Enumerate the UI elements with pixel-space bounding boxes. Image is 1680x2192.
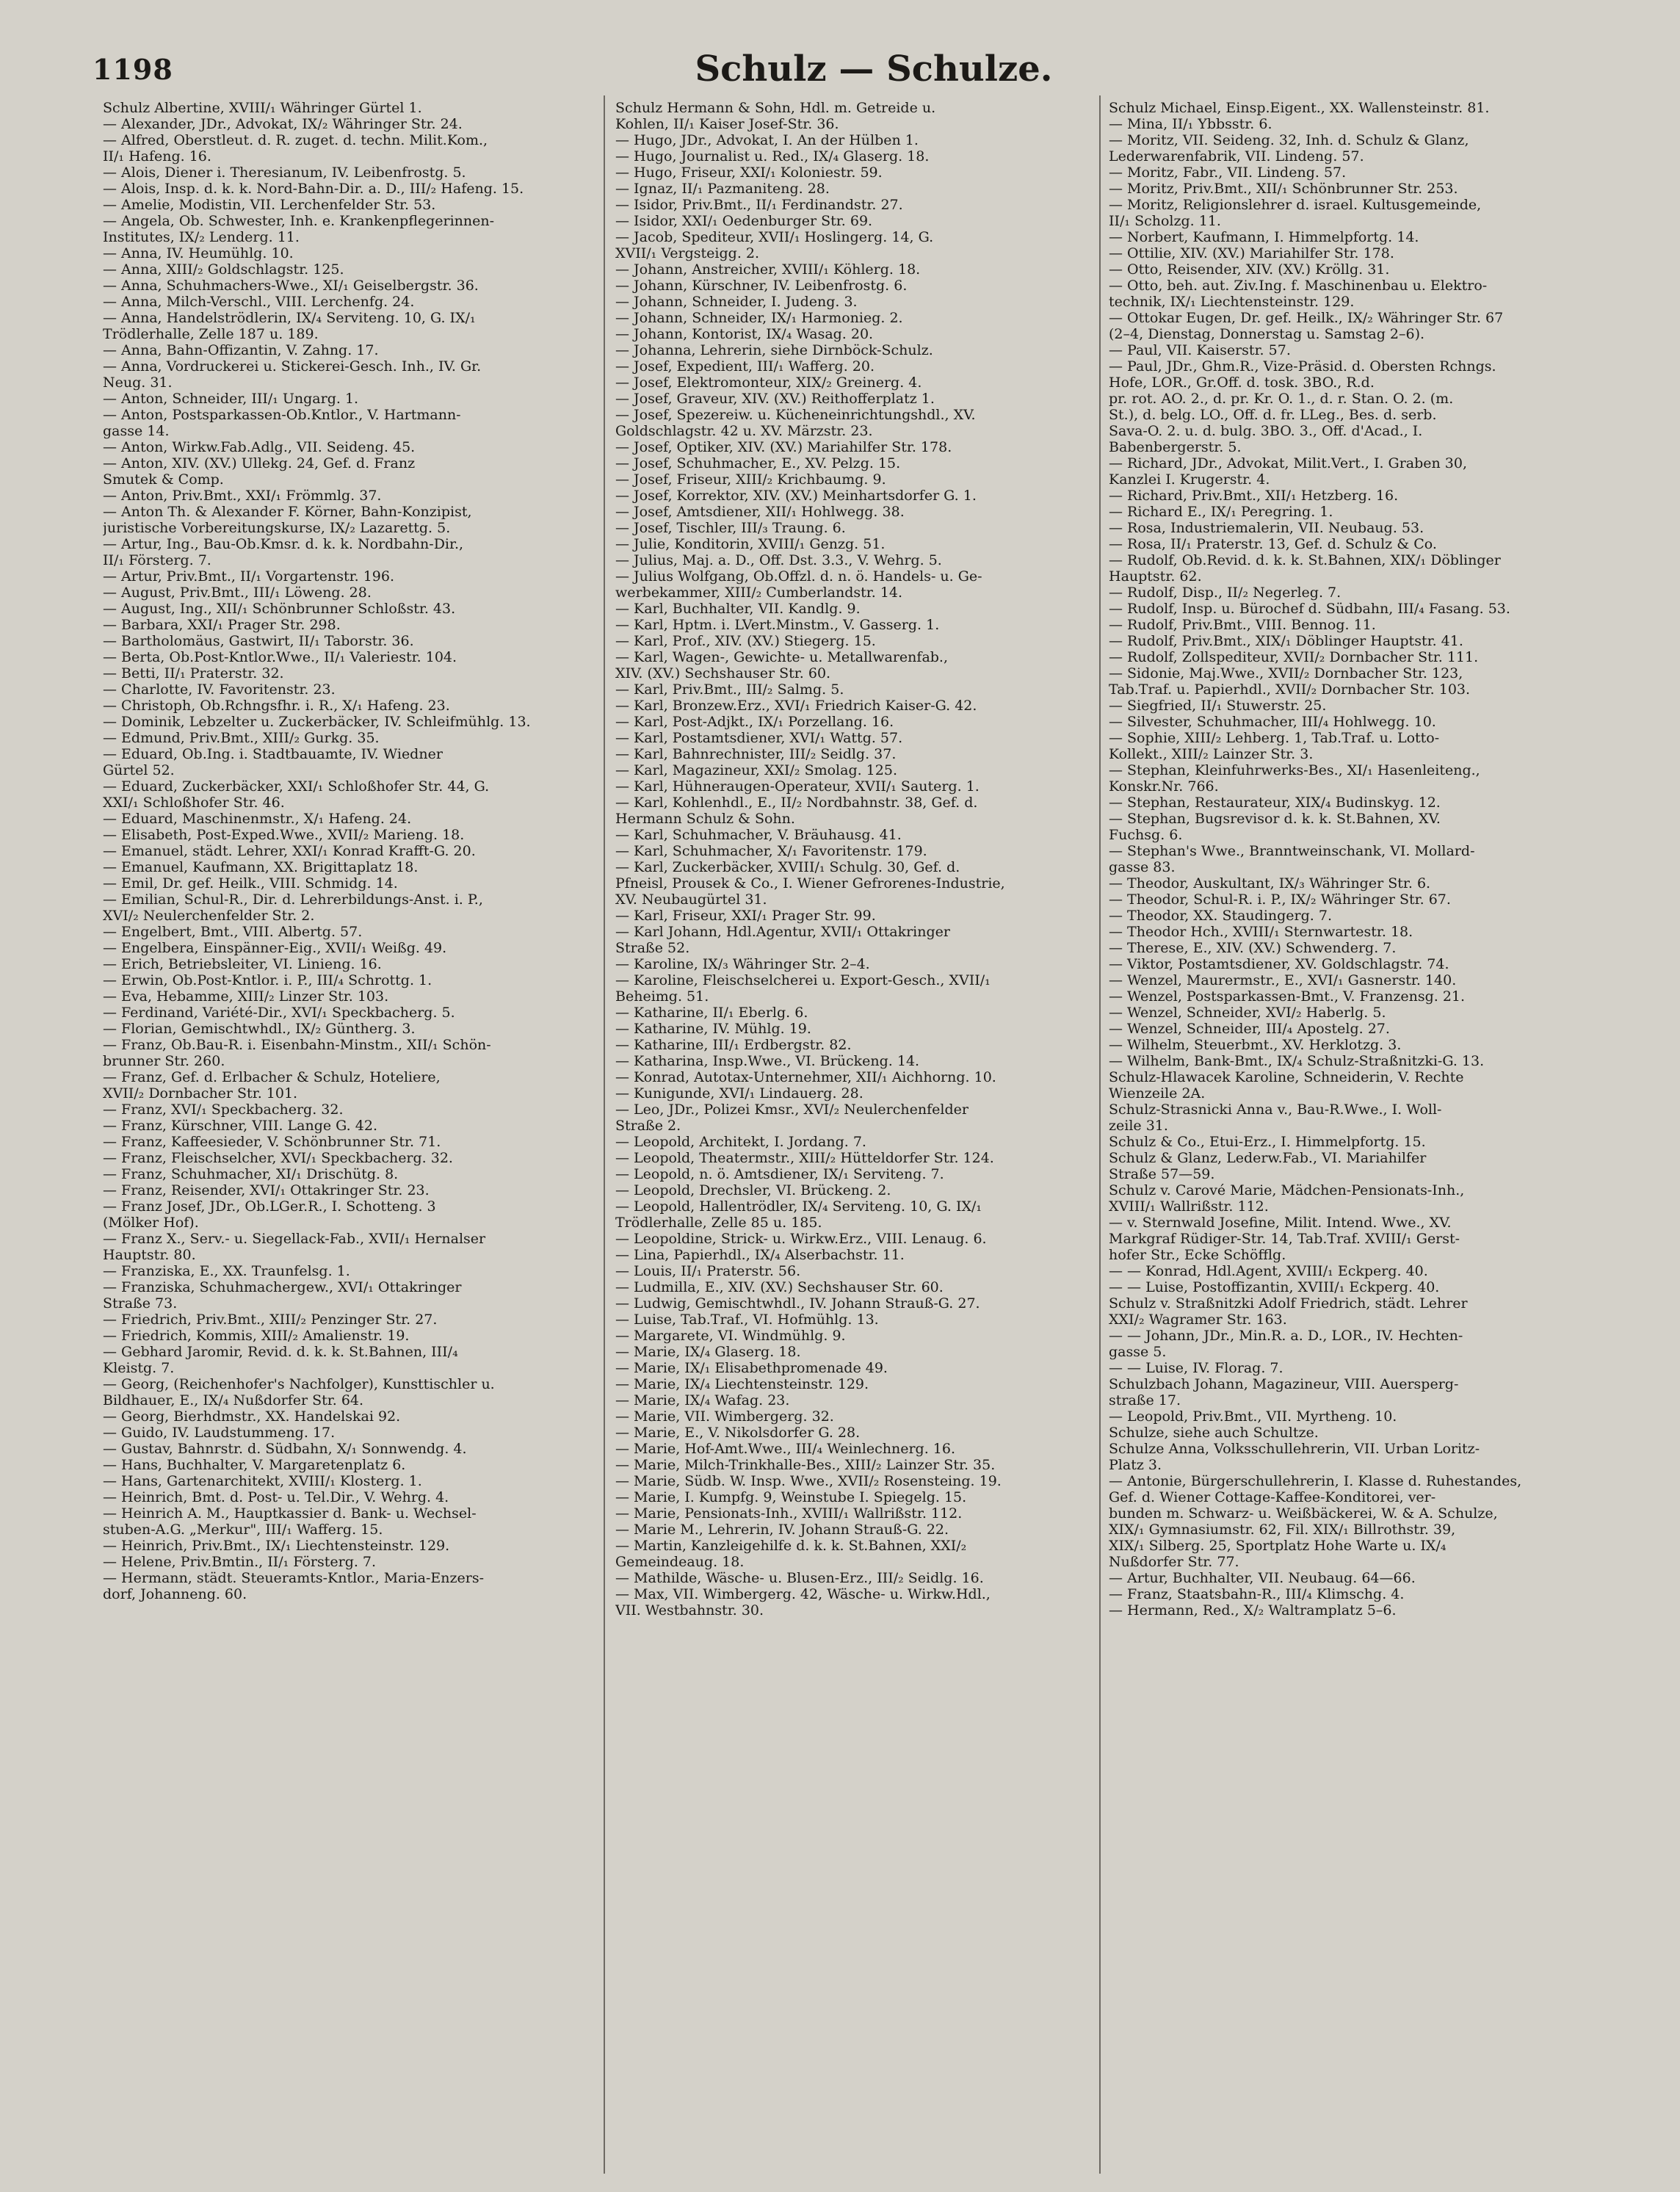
column-right	[1109, 100, 1615, 2171]
column-left	[103, 100, 591, 2171]
directory-entry: — Heinrich A. M., Hauptkassier d. Bank- u. Wechsel-	[103, 1505, 477, 1522]
directory-entry: — Karl, Bronzew.Erz., XVI/₁ Friedrich Kaiser-G. 42.	[615, 698, 977, 714]
directory-entry: — Wenzel, Schneider, III/₄ Apostelg. 27.	[1109, 1021, 1390, 1037]
directory-entry: Tab.Traf. u. Papierhdl., XVII/₂ Dornbacher Str. 103.	[1109, 681, 1471, 698]
directory-entry: — Jacob, Spediteur, XVII/₁ Hoslingerg. 14, G.	[615, 229, 934, 245]
page-header	[88, 48, 1659, 97]
directory-entry: Markgraf Rüdiger-Str. 14, Tab.Traf. XVIII/₁ Gerst-	[1109, 1231, 1460, 1247]
directory-entry: — Wenzel, Schneider, XVI/₂ Haberlg. 5.	[1109, 1005, 1386, 1021]
directory-entry: — Karl, Magazineur, XXI/₂ Smolag. 125.	[615, 762, 897, 778]
directory-entry: — Josef, Graveur, XIV. (XV.) Reithofferplatz 1.	[615, 391, 935, 407]
directory-entry: — Friedrich, Kommis, XIII/₂ Amalienstr. 19.	[103, 1328, 410, 1344]
directory-entry: — Antonie, Bürgerschullehrerin, I. Klasse d. Ruhestandes,	[1109, 1473, 1522, 1489]
directory-entry: — Katharina, Insp.Wwe., VI. Brückeng. 14.	[615, 1053, 920, 1069]
directory-entry: — Marie M., Lehrerin, IV. Johann Strauß-G. 22.	[615, 1522, 949, 1538]
directory-entry: — Josef, Amtsdiener, XII/₁ Hohlwegg. 38.	[615, 504, 905, 520]
directory-entry: — Hugo, Friseur, XXI/₁ Koloniestr. 59.	[615, 164, 883, 181]
directory-entry: — Franz, Fleischselcher, XVI/₁ Speckbacherg. 32.	[103, 1150, 453, 1166]
directory-entry: — Josef, Korrektor, XIV. (XV.) Meinhartsdorfer G. 1.	[615, 488, 977, 504]
directory-entry: — Erich, Betriebsleiter, VI. Linieng. 16.	[103, 956, 382, 972]
directory-entry: — Paul, VII. Kaiserstr. 57.	[1109, 342, 1291, 358]
directory-entry: — Sophie, XIII/₂ Lehberg. 1, Tab.Traf. u. Lotto-	[1109, 730, 1440, 746]
directory-entry: — Moritz, Priv.Bmt., XII/₁ Schönbrunner Str. 253.	[1109, 181, 1458, 197]
directory-entry: — Julius, Maj. a. D., Off. Dst. 3.3., V. Wehrg. 5.	[615, 552, 942, 568]
directory-entry: — Martin, Kanzleigehilfe d. k. k. St.Bahnen, XXI/₂	[615, 1538, 967, 1554]
directory-entry: — Karl, Hühneraugen-Operateur, XVII/₁ Sauterg. 1.	[615, 778, 980, 795]
running-head: Schulz — Schulze.	[695, 48, 1053, 90]
directory-entry: (2–4, Dienstag, Donnerstag u. Samstag 2–6).	[1109, 326, 1425, 342]
directory-entry: — Katharine, II/₁ Eberlg. 6.	[615, 1005, 808, 1021]
directory-entry: — Alois, Diener i. Theresianum, IV. Leibenfrostg. 5.	[103, 164, 466, 181]
directory-entry: — Gebhard Jaromir, Revid. d. k. k. St.Bahnen, III/₄	[103, 1344, 458, 1360]
directory-entry: Gef. d. Wiener Cottage-Kaffee-Konditorei, ver-	[1109, 1489, 1436, 1505]
directory-entry: — Franz, Gef. d. Erlbacher & Schulz, Hoteliere,	[103, 1069, 441, 1085]
directory-entry: — Anton, Priv.Bmt., XXI/₁ Frömmlg. 37.	[103, 488, 382, 504]
directory-entry: — Moritz, VII. Seideng. 32, Inh. d. Schulz & Glanz,	[1109, 132, 1469, 148]
directory-entry: — Johann, Kürschner, IV. Leibenfrostg. 6.	[615, 278, 908, 294]
directory-entry: — Hugo, JDr., Advokat, I. An der Hülben 1.	[615, 132, 919, 148]
directory-entry: — Karl, Buchhalter, VII. Kandlg. 9.	[615, 601, 861, 617]
page-number: 1198	[93, 53, 173, 86]
directory-entry: — Amelie, Modistin, VII. Lerchenfelder Str. 53.	[103, 197, 436, 213]
directory-entry: — Lina, Papierhdl., IX/₄ Alserbachstr. 11.	[615, 1247, 905, 1263]
directory-entry: — Guido, IV. Laudstummeng. 17.	[103, 1425, 336, 1441]
directory-entry: — Karl, Postamtsdiener, XVI/₁ Wattg. 57.	[615, 730, 903, 746]
directory-entry: — Stephan, Bugsrevisor d. k. k. St.Bahnen, XV.	[1109, 811, 1441, 827]
directory-entry: (Mölker Hof).	[103, 1215, 199, 1231]
directory-entry: — Julie, Konditorin, XVIII/₁ Genzg. 51.	[615, 536, 886, 552]
directory-entry: — Stephan's Wwe., Branntweinschank, VI. Mollard-	[1109, 843, 1475, 859]
directory-entry: Sava-O. 2. u. d. bulg. 3BO. 3., Off. d'Acad., I.	[1109, 423, 1423, 439]
directory-entry: Straße 2.	[615, 1118, 681, 1134]
directory-entry: Wienzeile 2A.	[1109, 1085, 1206, 1102]
directory-entry: — Marie, I. Kumpfg. 9, Weinstube I. Spiegelg. 15.	[615, 1489, 967, 1505]
directory-entry: — Leopold, Theatermstr., XIII/₂ Hütteldorfer Str. 124.	[615, 1150, 994, 1166]
directory-entry: Schulz & Co., Etui-Erz., I. Himmelpfortg. 15.	[1109, 1134, 1426, 1150]
directory-entry: Nußdorfer Str. 77.	[1109, 1554, 1239, 1570]
directory-entry: zeile 31.	[1109, 1118, 1168, 1134]
directory-entry: — Mathilde, Wäsche- u. Blusen-Erz., III/₂ Seidlg. 16.	[615, 1570, 984, 1586]
directory-entry: — Anna, Bahn-Offizantin, V. Zahng. 17.	[103, 342, 379, 358]
directory-entry: — Johanna, Lehrerin, siehe Dirnböck-Schulz.	[615, 342, 933, 358]
directory-entry: — Julius Wolfgang, Ob.Offzl. d. n. ö. Handels- u. Ge-	[615, 568, 982, 585]
directory-entry: — — Konrad, Hdl.Agent, XVIII/₁ Eckperg. 40.	[1109, 1263, 1428, 1279]
directory-entry: — Rudolf, Zollspediteur, XVII/₂ Dornbacher Str. 111.	[1109, 649, 1479, 665]
directory-entry: — Johann, Anstreicher, XVIII/₁ Köhlerg. 18.	[615, 261, 921, 278]
directory-entry: — Eduard, Ob.Ing. i. Stadtbauamte, IV. Wiedner	[103, 746, 443, 762]
directory-entry: — Engelbert, Bmt., VIII. Albertg. 57.	[103, 924, 363, 940]
directory-entry: VII. Westbahnstr. 30.	[615, 1602, 764, 1618]
directory-entry: — Marie, VII. Wimbergerg. 32.	[615, 1408, 834, 1425]
directory-entry: — Theodor, Auskultant, IX/₃ Währinger Str. 6.	[1109, 875, 1431, 891]
directory-entry: — Artur, Priv.Bmt., II/₁ Vorgartenstr. 196.	[103, 568, 395, 585]
directory-entry: — Isidor, XXI/₁ Oedenburger Str. 69.	[615, 213, 873, 229]
directory-entry: Hermann Schulz & Sohn.	[615, 811, 795, 827]
directory-entry: Straße 52.	[615, 940, 690, 956]
directory-entry: — Erwin, Ob.Post-Kntlor. i. P., III/₄ Schrottg. 1.	[103, 972, 432, 988]
directory-entry: Kanzlei I. Krugerstr. 4.	[1109, 471, 1270, 488]
directory-entry: — Artur, Buchhalter, VII. Neubaug. 64—66.	[1109, 1570, 1416, 1586]
directory-entry: — Alexander, JDr., Advokat, IX/₂ Währinger Str. 24.	[103, 116, 463, 132]
directory-entry: — Anna, XIII/₂ Goldschlagstr. 125.	[103, 261, 344, 278]
directory-entry: — Richard, JDr., Advokat, Milit.Vert., I. Graben 30,	[1109, 455, 1468, 471]
directory-entry: — Rudolf, Disp., II/₂ Negerleg. 7.	[1109, 585, 1342, 601]
directory-entry: — Karl, Prof., XIV. (XV.) Stiegerg. 15.	[615, 633, 876, 649]
directory-entry: — Josef, Optiker, XIV. (XV.) Mariahilfer Str. 178.	[615, 439, 952, 455]
directory-entry: — Anton, Postsparkassen-Ob.Kntlor., V. Hartmann-	[103, 407, 461, 423]
directory-entry: — — Luise, IV. Florag. 7.	[1109, 1360, 1283, 1376]
directory-entry: XIX/₁ Gymnasiumstr. 62, Fil. XIX/₁ Billrothstr. 39,	[1109, 1522, 1456, 1538]
directory-entry: — Johann, Kontorist, IX/₄ Wasag. 20.	[615, 326, 874, 342]
directory-entry: — Ottilie, XIV. (XV.) Mariahilfer Str. 178.	[1109, 245, 1394, 261]
directory-entry: — Johann, Schneider, I. Judeng. 3.	[615, 294, 858, 310]
directory-entry: XVI/₂ Neulerchenfelder Str. 2.	[103, 908, 315, 924]
directory-entry: — Wilhelm, Steuerbmt., XV. Herklotzg. 3.	[1109, 1037, 1402, 1053]
directory-entry: — Leopoldine, Strick- u. Wirkw.Erz., VIII. Lenaug. 6.	[615, 1231, 987, 1247]
directory-entry: — Georg, Bierhdmstr., XX. Handelskai 92.	[103, 1408, 401, 1425]
directory-entry: — Heinrich, Bmt. d. Post- u. Tel.Dir., V. Wehrg. 4.	[103, 1489, 449, 1505]
directory-entry: Kollekt., XIII/₂ Lainzer Str. 3.	[1109, 746, 1314, 762]
directory-entry: — — Luise, Postoffizantin, XVIII/₁ Eckperg. 40.	[1109, 1279, 1440, 1295]
directory-entry: — Franz, Staatsbahn-R., III/₄ Klimschg. 4.	[1109, 1586, 1405, 1602]
directory-entry: — Stephan, Kleinfuhrwerks-Bes., XI/₁ Hasenleiteng.,	[1109, 762, 1480, 778]
directory-entry: — Margarete, VI. Windmühlg. 9.	[615, 1328, 846, 1344]
directory-entry: — Anna, Milch-Verschl., VIII. Lerchenfg. 24.	[103, 294, 415, 310]
directory-entry: — Richard E., IX/₁ Peregring. 1.	[1109, 504, 1333, 520]
directory-entry: II/₁ Scholzg. 11.	[1109, 213, 1221, 229]
directory-entry: — v. Sternwald Josefine, Milit. Intend. Wwe., XV.	[1109, 1215, 1452, 1231]
directory-entry: Trödlerhalle, Zelle 85 u. 185.	[615, 1215, 822, 1231]
directory-entry: — Franz X., Serv.- u. Siegellack-Fab., XVII/₁ Hernalser	[103, 1231, 486, 1247]
directory-entry: — Leopold, n. ö. Amtsdiener, IX/₁ Serviteng. 7.	[615, 1166, 944, 1182]
directory-entry: — Johann, Schneider, IX/₁ Harmonieg. 2.	[615, 310, 903, 326]
directory-entry: Schulz v. Carové Marie, Mädchen-Pensionats-Inh.,	[1109, 1182, 1465, 1198]
directory-entry: Lederwarenfabrik, VII. Lindeng. 57.	[1109, 148, 1364, 164]
directory-entry: — Hermann, Red., X/₂ Waltramplatz 5–6.	[1109, 1602, 1397, 1618]
directory-entry: — Luise, Tab.Traf., VI. Hofmühlg. 13.	[615, 1312, 879, 1328]
directory-entry: — Louis, II/₁ Praterstr. 56.	[615, 1263, 801, 1279]
directory-entry: Gürtel 52.	[103, 762, 175, 778]
directory-entry: — Ottokar Eugen, Dr. gef. Heilk., IX/₂ Währinger Str. 67	[1109, 310, 1504, 326]
directory-entry: — Edmund, Priv.Bmt., XIII/₂ Gurkg. 35.	[103, 730, 380, 746]
directory-entry: — Eva, Hebamme, XIII/₂ Linzer Str. 103.	[103, 988, 389, 1005]
directory-entry: — Marie, E., V. Nikolsdorfer G. 28.	[615, 1425, 861, 1441]
directory-entry: Trödlerhalle, Zelle 187 u. 189.	[103, 326, 319, 342]
directory-entry: — Franz, XVI/₁ Speckbacherg. 32.	[103, 1102, 344, 1118]
directory-entry: — Stephan, Restaurateur, XIX/₄ Budinskyg. 12.	[1109, 795, 1441, 811]
directory-entry: — Leo, JDr., Polizei Kmsr., XVI/₂ Neulerchenfelder	[615, 1102, 968, 1118]
directory-entry: — Rudolf, Priv.Bmt., VIII. Bennog. 11.	[1109, 617, 1376, 633]
directory-entry: — Katharine, III/₁ Erdbergstr. 82.	[615, 1037, 852, 1053]
directory-entry: werbekammer, XIII/₂ Cumberlandstr. 14.	[615, 585, 903, 601]
directory-entry: Kleistg. 7.	[103, 1360, 175, 1376]
directory-entry: — Eduard, Zuckerbäcker, XXI/₁ Schloßhofer Str. 44, G.	[103, 778, 490, 795]
directory-entry: Schulzbach Johann, Magazineur, VIII. Auersperg-	[1109, 1376, 1459, 1392]
directory-entry: — Emanuel, städt. Lehrer, XXI/₁ Konrad Krafft-G. 20.	[103, 843, 476, 859]
directory-entry: — Josef, Tischler, III/₃ Traung. 6.	[615, 520, 846, 536]
directory-entry: — Siegfried, II/₁ Stuwerstr. 25.	[1109, 698, 1327, 714]
directory-entry: — Theodor, Schul-R. i. P., IX/₂ Währinger Str. 67.	[1109, 891, 1451, 908]
directory-entry: — Theodor, XX. Staudingerg. 7.	[1109, 908, 1332, 924]
directory-entry: — Elisabeth, Post-Exped.Wwe., XVII/₂ Marieng. 18.	[103, 827, 465, 843]
directory-entry: Schulz & Glanz, Lederw.Fab., VI. Mariahilfer	[1109, 1150, 1427, 1166]
directory-entry: technik, IX/₁ Liechtensteinstr. 129.	[1109, 294, 1355, 310]
directory-entry: hofer Str., Ecke Schöfflg.	[1109, 1247, 1286, 1263]
directory-entry: Straße 57—59.	[1109, 1166, 1215, 1182]
directory-entry: — Gustav, Bahnrstr. d. Südbahn, X/₁ Sonnwendg. 4.	[103, 1441, 467, 1457]
directory-entry: — Karl, Schuhmacher, V. Bräuhausg. 41.	[615, 827, 902, 843]
directory-entry: — Marie, IX/₄ Liechtensteinstr. 129.	[615, 1376, 869, 1392]
directory-entry: — Hugo, Journalist u. Red., IX/₄ Glaserg. 18.	[615, 148, 930, 164]
directory-entry: — Heinrich, Priv.Bmt., IX/₁ Liechtensteinstr. 129.	[103, 1538, 450, 1554]
directory-entry: — Theodor Hch., XVIII/₁ Sternwartestr. 18.	[1109, 924, 1413, 940]
directory-entry: — Anton, XIV. (XV.) Ullekg. 24, Gef. d. Franz	[103, 455, 416, 471]
directory-entry: — Ludwig, Gemischtwhdl., IV. Johann Strauß-G. 27.	[615, 1295, 980, 1312]
directory-entry: Straße 73.	[103, 1295, 178, 1312]
directory-entry: — Hans, Buchhalter, V. Margaretenplatz 6.	[103, 1457, 406, 1473]
directory-entry: — Anna, IV. Heumühlg. 10.	[103, 245, 294, 261]
directory-entry: — Mina, II/₁ Ybbsstr. 6.	[1109, 116, 1272, 132]
directory-entry: II/₁ Försterg. 7.	[103, 552, 211, 568]
directory-entry: Hauptstr. 80.	[103, 1247, 196, 1263]
directory-entry: Institutes, IX/₂ Lenderg. 11.	[103, 229, 300, 245]
directory-entry: gasse 83.	[1109, 859, 1176, 875]
directory-entry: — Leopold, Architekt, I. Jordang. 7.	[615, 1134, 866, 1150]
directory-entry: — Anna, Vordruckerei u. Stickerei-Gesch. Inh., IV. Gr.	[103, 358, 482, 375]
directory-entry: — Konrad, Autotax-Unternehmer, XII/₁ Aichhorng. 10.	[615, 1069, 996, 1085]
directory-entry: — Karl, Zuckerbäcker, XVIII/₁ Schulg. 30, Gef. d.	[615, 859, 960, 875]
directory-entry: — Anton, Wirkw.Fab.Adlg., VII. Seideng. 45.	[103, 439, 416, 455]
directory-entry: — Anna, Handelströdlerin, IX/₄ Serviteng. 10, G. IX/₁	[103, 310, 476, 326]
directory-entry: — Karoline, Fleischselcherei u. Export-Gesch., XVII/₁	[615, 972, 991, 988]
directory-entry: — Viktor, Postamtsdiener, XV. Goldschlagstr. 74.	[1109, 956, 1449, 972]
directory-entry: — Ludmilla, E., XIV. (XV.) Sechshauser Str. 60.	[615, 1279, 944, 1295]
directory-entry: — Franz, Reisender, XVI/₁ Ottakringer Str. 23.	[103, 1182, 430, 1198]
directory-entry: — Ferdinand, Variété-Dir., XVI/₁ Speckbacherg. 5.	[103, 1005, 455, 1021]
directory-entry: — Franziska, E., XX. Traunfelsg. 1.	[103, 1263, 350, 1279]
directory-entry: — Franziska, Schuhmachergew., XVI/₁ Ottakringer	[103, 1279, 462, 1295]
directory-entry: — Alois, Insp. d. k. k. Nord-Bahn-Dir. a. D., III/₂ Hafeng. 15.	[103, 181, 524, 197]
directory-entry: — Karl, Schuhmacher, X/₁ Favoritenstr. 179.	[615, 843, 927, 859]
directory-entry: Schulz-Strasnicki Anna v., Bau-R.Wwe., I. Woll-	[1109, 1102, 1442, 1118]
directory-entry: Pfneisl, Prousek & Co., I. Wiener Gefrorenes-Industrie,	[615, 875, 1005, 891]
directory-entry: — Karl, Hptm. i. LVert.Minstm., V. Gasserg. 1.	[615, 617, 940, 633]
directory-entry: — Karl, Wagen-, Gewichte- u. Metallwarenfab.,	[615, 649, 949, 665]
directory-entry: — August, Priv.Bmt., III/₁ Löweng. 28.	[103, 585, 372, 601]
directory-entry: Schulze, siehe auch Schultze.	[1109, 1425, 1319, 1441]
directory-entry: — Otto, Reisender, XIV. (XV.) Kröllg. 31.	[1109, 261, 1390, 278]
directory-entry: Fuchsg. 6.	[1109, 827, 1183, 843]
directory-entry: XVII/₂ Dornbacher Str. 101.	[103, 1085, 298, 1102]
directory-entry: — Franz, Kürschner, VIII. Lange G. 42.	[103, 1118, 377, 1134]
directory-entry: — Rudolf, Ob.Revid. d. k. k. St.Bahnen, XIX/₁ Döblinger	[1109, 552, 1501, 568]
directory-entry: — Karoline, IX/₃ Währinger Str. 2–4.	[615, 956, 870, 972]
directory-entry: — Christoph, Ob.Rchngsfhr. i. R., X/₁ Hafeng. 23.	[103, 698, 450, 714]
directory-entry: II/₁ Hafeng. 16.	[103, 148, 211, 164]
directory-entry: — Moritz, Religionslehrer d. israel. Kultusgemeinde,	[1109, 197, 1482, 213]
directory-entry: — Josef, Elektromonteur, XIX/₂ Greinerg. 4.	[615, 375, 922, 391]
directory-entry: — Marie, Milch-Trinkhalle-Bes., XIII/₂ Lainzer Str. 35.	[615, 1457, 996, 1473]
directory-entry: XXI/₁ Schloßhofer Str. 46.	[103, 795, 285, 811]
directory-entry: Schulz-Hlawacek Karoline, Schneiderin, V. Rechte	[1109, 1069, 1464, 1085]
directory-entry: Hofe, LOR., Gr.Off. d. tosk. 3BO., R.d.	[1109, 375, 1375, 391]
directory-entry: — Dominik, Lebzelter u. Zuckerbäcker, IV. Schleifmühlg. 13.	[103, 714, 531, 730]
directory-entry: — Moritz, Fabr., VII. Lindeng. 57.	[1109, 164, 1347, 181]
directory-entry: — Georg, (Reichenhofer's Nachfolger), Kunsttischler u.	[103, 1376, 495, 1392]
directory-entry: pr. rot. AO. 2., d. pr. Kr. O. 1., d. r. Stan. O. 2. (m.	[1109, 391, 1454, 407]
directory-entry: XVII/₁ Vergsteigg. 2.	[615, 245, 760, 261]
directory-entry: Goldschlagstr. 42 u. XV. Märzstr. 23.	[615, 423, 873, 439]
directory-entry: — Leopold, Drechsler, VI. Brückeng. 2.	[615, 1182, 891, 1198]
directory-entry: — Leopold, Priv.Bmt., VII. Myrtheng. 10.	[1109, 1408, 1397, 1425]
directory-entry: — Rosa, II/₁ Praterstr. 13, Gef. d. Schulz & Co.	[1109, 536, 1437, 552]
column-divider	[604, 95, 605, 2174]
directory-entry: — Josef, Schuhmacher, E., XV. Pelzg. 15.	[615, 455, 901, 471]
directory-entry: Smutek & Comp.	[103, 471, 224, 488]
directory-entry: — Marie, IX/₄ Wafag. 23.	[615, 1392, 790, 1408]
directory-entry: — Rudolf, Insp. u. Bürochef d. Südbahn, III/₄ Fasang. 53.	[1109, 601, 1510, 617]
directory-entry: Konskr.Nr. 766.	[1109, 778, 1219, 795]
directory-entry: — Hermann, städt. Steueramts-Kntlor., Maria-Enzers-	[103, 1570, 485, 1586]
directory-entry: — Emilian, Schul-R., Dir. d. Lehrerbildungs-Anst. i. P.,	[103, 891, 483, 908]
directory-entry: — Paul, JDr., Ghm.R., Vize-Präsid. d. Obersten Rchngs.	[1109, 358, 1496, 375]
directory-entry: stuben-A.G. „Merkur", III/₁ Wafferg. 15.	[103, 1522, 383, 1538]
directory-entry: Babenbergerstr. 5.	[1109, 439, 1242, 455]
directory-entry: Schulz v. Straßnitzki Adolf Friedrich, städt. Lehrer	[1109, 1295, 1468, 1312]
directory-entry: juristische Vorbereitungskurse, IX/₂ Lazarettg. 5.	[103, 520, 451, 536]
directory-entry: — Hans, Gartenarchitekt, XVIII/₁ Klosterg. 1.	[103, 1473, 422, 1489]
directory-entry: — Rosa, Industriemalerin, VII. Neubaug. 53.	[1109, 520, 1424, 536]
directory-entry: — Wilhelm, Bank-Bmt., IX/₄ Schulz-Straßnitzki-G. 13.	[1109, 1053, 1485, 1069]
directory-entry: — Richard, Priv.Bmt., XII/₁ Hetzberg. 16.	[1109, 488, 1399, 504]
directory-entry: — Bartholomäus, Gastwirt, II/₁ Taborstr. 36.	[103, 633, 414, 649]
directory-entry: XVIII/₁ Wallrißstr. 112.	[1109, 1198, 1269, 1215]
directory-entry: — Florian, Gemischtwhdl., IX/₂ Güntherg. 3.	[103, 1021, 416, 1037]
directory-entry: — Barbara, XXI/₁ Prager Str. 298.	[103, 617, 341, 633]
directory-entry: — — Johann, JDr., Min.R. a. D., LOR., IV. Hechten-	[1109, 1328, 1463, 1344]
directory-entry: Platz 3.	[1109, 1457, 1162, 1473]
directory-entry: brunner Str. 260.	[103, 1053, 225, 1069]
directory-entry: gasse 14.	[103, 423, 170, 439]
directory-entry: — Karl, Kohlenhdl., E., II/₂ Nordbahnstr. 38, Gef. d.	[615, 795, 978, 811]
directory-entry: — Norbert, Kaufmann, I. Himmelpfortg. 14.	[1109, 229, 1419, 245]
directory-entry: — Anton, Schneider, III/₁ Ungarg. 1.	[103, 391, 359, 407]
directory-entry: XIV. (XV.) Sechshauser Str. 60.	[615, 665, 831, 681]
directory-entry: — Otto, beh. aut. Ziv.Ing. f. Maschinenbau u. Elektro-	[1109, 278, 1488, 294]
directory-entry: — Karl, Priv.Bmt., III/₂ Salmg. 5.	[615, 681, 844, 698]
directory-entry: — Marie, Südb. W. Insp. Wwe., XVII/₂ Rosensteing. 19.	[615, 1473, 1002, 1489]
directory-entry: — Emanuel, Kaufmann, XX. Brigittaplatz 18.	[103, 859, 419, 875]
directory-entry: — Franz, Ob.Bau-R. i. Eisenbahn-Minstm., XII/₁ Schön-	[103, 1037, 491, 1053]
directory-entry: Neug. 31.	[103, 375, 173, 391]
directory-entry: — Rudolf, Priv.Bmt., XIX/₁ Döblinger Hauptstr. 41.	[1109, 633, 1463, 649]
directory-entry: Schulz Michael, Einsp.Eigent., XX. Wallensteinstr. 81.	[1109, 100, 1490, 116]
directory-entry: — Katharine, IV. Mühlg. 19.	[615, 1021, 811, 1037]
directory-entry: Schulz Albertine, XVIII/₁ Währinger Gürtel 1.	[103, 100, 422, 116]
directory-entry: — Anna, Schuhmachers-Wwe., XI/₁ Geiselbergstr. 36.	[103, 278, 479, 294]
directory-entry: — Silvester, Schuhmacher, III/₄ Hohlwegg. 10.	[1109, 714, 1436, 730]
directory-entry: — Karl Johann, Hdl.Agentur, XVII/₁ Ottakringer	[615, 924, 950, 940]
directory-entry: Kohlen, II/₁ Kaiser Josef-Str. 36.	[615, 116, 839, 132]
directory-entry: gasse 5.	[1109, 1344, 1167, 1360]
directory-entry: — Max, VII. Wimbergerg. 42, Wäsche- u. Wirkw.Hdl.,	[615, 1586, 991, 1602]
directory-entry: — Leopold, Hallentrödler, IX/₄ Serviteng. 10, G. IX/₁	[615, 1198, 982, 1215]
directory-entry: XXI/₂ Wagramer Str. 163.	[1109, 1312, 1287, 1328]
directory-entry: — Helene, Priv.Bmtin., II/₁ Försterg. 7.	[103, 1554, 377, 1570]
directory-entry: — Marie, Hof-Amt.Wwe., III/₄ Weinlechnerg. 16.	[615, 1441, 955, 1457]
directory-entry: XIX/₁ Silberg. 25, Sportplatz Hohe Warte u. IX/₄	[1109, 1538, 1447, 1554]
directory-entry: — Marie, IX/₄ Glaserg. 18.	[615, 1344, 801, 1360]
directory-entry: — Artur, Ing., Bau-Ob.Kmsr. d. k. k. Nordbahn-Dir.,	[103, 536, 464, 552]
directory-entry: — Karl, Bahnrechnister, III/₂ Seidlg. 37.	[615, 746, 897, 762]
directory-entry: XV. Neubaugürtel 31.	[615, 891, 767, 908]
directory-entry: — Emil, Dr. gef. Heilk., VIII. Schmidg. 14.	[103, 875, 398, 891]
directory-entry: straße 17.	[1109, 1392, 1181, 1408]
directory-entry: — Alfred, Oberstleut. d. R. zuget. d. techn. Milit.Kom.,	[103, 132, 488, 148]
directory-entry: — Sidonie, Maj.Wwe., XVII/₂ Dornbacher Str. 123,	[1109, 665, 1463, 681]
directory-entry: — Kunigunde, XVI/₁ Lindauerg. 28.	[615, 1085, 863, 1102]
column-middle	[615, 100, 1106, 2171]
directory-entry: — Charlotte, IV. Favoritenstr. 23.	[103, 681, 336, 698]
directory-entry: — Josef, Spezereiw. u. Kücheneinrichtungshdl., XV.	[615, 407, 976, 423]
directory-entry: — Berta, Ob.Post-Kntlor.Wwe., II/₁ Valeriestr. 104.	[103, 649, 457, 665]
directory-entry: Gemeindeaug. 18.	[615, 1554, 745, 1570]
directory-entry: — Franz, Schuhmacher, XI/₁ Drischütg. 8.	[103, 1166, 399, 1182]
directory-entry: — Josef, Friseur, XIII/₂ Krichbaumg. 9.	[615, 471, 886, 488]
directory-entry: — Therese, E., XIV. (XV.) Schwenderg. 7.	[1109, 940, 1397, 956]
directory-entry: — Betti, II/₁ Praterstr. 32.	[103, 665, 284, 681]
directory-entry: Bildhauer, E., IX/₄ Nußdorfer Str. 64.	[103, 1392, 364, 1408]
directory-entry: — Josef, Expedient, III/₁ Wafferg. 20.	[615, 358, 875, 375]
directory-entry: — Friedrich, Priv.Bmt., XIII/₂ Penzinger Str. 27.	[103, 1312, 438, 1328]
directory-entry: — Engelbera, Einspänner-Eig., XVII/₁ Weißg. 49.	[103, 940, 447, 956]
directory-entry: Hauptstr. 62.	[1109, 568, 1202, 585]
directory-entry: — August, Ing., XII/₁ Schönbrunner Schloßstr. 43.	[103, 601, 456, 617]
directory-entry: — Isidor, Priv.Bmt., II/₁ Ferdinandstr. 27.	[615, 197, 903, 213]
directory-entry: — Franz, Kaffeesieder, V. Schönbrunner Str. 71.	[103, 1134, 441, 1150]
directory-entry: Schulz Hermann & Sohn, Hdl. m. Getreide u.	[615, 100, 936, 116]
directory-entry: dorf, Johanneng. 60.	[103, 1586, 247, 1602]
directory-entry: — Marie, Pensionats-Inh., XVIII/₁ Wallrißstr. 112.	[615, 1505, 963, 1522]
directory-entry: Schulze Anna, Volksschullehrerin, VII. Urban Loritz-	[1109, 1441, 1480, 1457]
directory-entry: — Anton Th. & Alexander F. Körner, Bahn-Konzipist,	[103, 504, 472, 520]
directory-entry: — Wenzel, Maurermstr., E., XVI/₁ Gasnerstr. 140.	[1109, 972, 1457, 988]
directory-entry: Beheimg. 51.	[615, 988, 709, 1005]
directory-entry: St.), d. belg. LO., Off. d. fr. LLeg., Bes. d. serb.	[1109, 407, 1437, 423]
directory-entry: — Eduard, Maschinenmstr., X/₁ Hafeng. 24.	[103, 811, 412, 827]
directory-entry: — Karl, Friseur, XXI/₁ Prager Str. 99.	[615, 908, 876, 924]
directory-entry: — Karl, Post-Adjkt., IX/₁ Porzellang. 16.	[615, 714, 894, 730]
directory-entry: — Ignaz, II/₁ Pazmaniteng. 28.	[615, 181, 830, 197]
directory-entry: — Angela, Ob. Schwester, Inh. e. Krankenpflegerinnen-	[103, 213, 495, 229]
directory-entry: — Wenzel, Postsparkassen-Bmt., V. Franzensg. 21.	[1109, 988, 1466, 1005]
directory-entry: — Franz Josef, JDr., Ob.LGer.R., I. Schotteng. 3	[103, 1198, 436, 1215]
directory-entry: — Marie, IX/₁ Elisabethpromenade 49.	[615, 1360, 888, 1376]
directory-entry: bunden m. Schwarz- u. Weißbäckerei, W. & A. Schulze,	[1109, 1505, 1498, 1522]
